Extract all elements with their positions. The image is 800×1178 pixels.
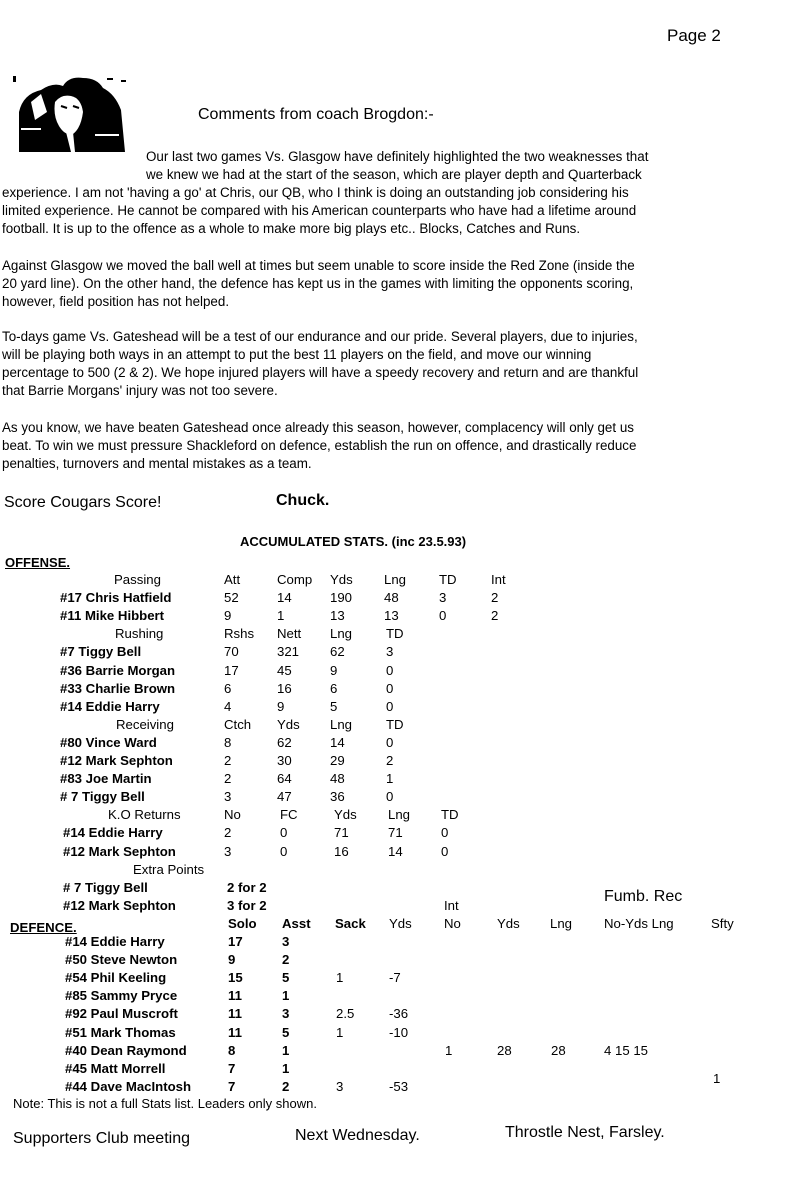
stat-value: 2 — [491, 590, 499, 606]
stat-value: 62 — [330, 644, 345, 660]
stat-value: 71 — [334, 825, 349, 841]
column-header: Yds — [277, 716, 300, 732]
stat-value: 2 — [224, 753, 232, 768]
table-row — [0, 844, 800, 862]
stat-value: 8 — [228, 1042, 236, 1058]
footer-when: Next Wednesday. — [295, 1127, 420, 1144]
table-row — [0, 1043, 800, 1061]
stat-value: 14 — [330, 734, 345, 750]
stat-value: 0 — [441, 825, 449, 841]
table-row — [0, 735, 800, 753]
stat-value: 5 — [330, 698, 338, 714]
defence-header-row — [0, 916, 800, 934]
table-row — [0, 1070, 800, 1097]
ko-returns-header-row — [0, 807, 800, 825]
stat-value: 1 — [386, 771, 394, 787]
column-header: Rshs — [224, 626, 255, 642]
int-group-header: Int — [444, 897, 459, 913]
column-header: TD — [386, 716, 404, 732]
stat-value: 11 — [228, 1006, 242, 1022]
footer-meeting: Supporters Club meeting — [13, 1130, 190, 1147]
column-header: TD — [441, 807, 459, 823]
stat-value: 1 — [336, 970, 344, 986]
stat-value: 15 — [228, 970, 243, 986]
player-name: #45 Matt Morrell — [65, 1060, 166, 1076]
stat-value: 36 — [330, 789, 345, 805]
stat-value: 0 — [439, 608, 447, 624]
column-header: FC — [280, 807, 298, 823]
stat-value: 0 — [280, 825, 288, 841]
stat-value: 6 — [330, 680, 338, 696]
stat-value: 3 — [439, 590, 447, 606]
stat-value: 2 for 2 — [227, 879, 267, 895]
player-name: #36 Barrie Morgan — [60, 662, 176, 678]
column-header: Int — [491, 572, 506, 587]
receiving-header-row — [0, 717, 800, 735]
table-row — [0, 771, 800, 789]
stat-value: 1 — [282, 988, 290, 1004]
stat-value: 70 — [224, 644, 239, 660]
stat-value: 47 — [277, 789, 292, 805]
stat-value: 0 — [386, 662, 394, 678]
player-name: #12 Mark Sephton — [60, 753, 173, 768]
stat-value: 2 — [224, 825, 232, 841]
player-name: #7 Tiggy Bell — [60, 644, 142, 660]
table-row — [0, 970, 800, 988]
table-row — [0, 1061, 800, 1079]
paragraph-line: Our last two games Vs. Glasgow have definitely highlighted the two weaknesses that — [146, 149, 649, 164]
slogan: Score Cougars Score! — [4, 494, 162, 511]
player-name: #14 Eddie Harry — [63, 825, 163, 841]
table-row — [0, 825, 800, 843]
column-header: No — [444, 915, 461, 931]
stat-value: 0 — [386, 698, 394, 714]
stat-value: 3 — [282, 1006, 290, 1022]
table-row — [0, 753, 800, 771]
stat-value: 1 — [336, 1024, 344, 1040]
stat-value: 45 — [277, 662, 292, 678]
column-header: No-Yds Lng — [604, 915, 674, 931]
paragraph-line: limited experience. He cannot be compared with his American counterparts who have had a lifetime around — [2, 203, 637, 218]
column-header: Comp — [277, 572, 313, 587]
stat-value: 9 — [330, 662, 338, 678]
stat-value: -7 — [389, 970, 401, 986]
stat-value: 13 — [330, 608, 345, 624]
ko-returns-label: K.O Returns — [108, 807, 181, 823]
column-header: No — [224, 807, 241, 823]
passing-header-row — [0, 572, 800, 590]
coach-photo-image — [11, 72, 133, 152]
player-name: #17 Chris Hatfield — [60, 590, 172, 606]
column-header: Nett — [277, 626, 302, 642]
stat-value: 1 — [445, 1042, 453, 1058]
signature: Chuck. — [276, 492, 330, 509]
coach-photo — [11, 72, 133, 152]
stat-value: 14 — [277, 590, 292, 606]
offense-section-label: OFFENSE. — [5, 555, 71, 570]
table-row — [0, 952, 800, 970]
column-header: Ctch — [224, 716, 252, 732]
table-row — [0, 608, 800, 626]
stat-value: 11 — [228, 1024, 242, 1040]
stat-value: 190 — [330, 590, 353, 606]
stat-value: 1 — [282, 1042, 290, 1058]
player-name: #51 Mark Thomas — [65, 1024, 176, 1040]
paragraph-line: penalties, turnovers and mental mistakes as a team. — [2, 456, 312, 471]
stat-value: -53 — [389, 1078, 409, 1094]
stat-value: 5 — [282, 970, 290, 986]
paragraph-line: we knew we had at the start of the season, which are player depth and Quarterback — [146, 167, 642, 182]
stat-value: 62 — [277, 734, 292, 750]
paragraph-line: percentage to 500 (2 & 2). We hope injured players will have a speedy recovery and return and are thankful — [2, 365, 639, 380]
paragraph-line: experience. I am not 'having a go' at Chris, our QB, who I think is doing an outstanding job considering his — [2, 185, 629, 200]
column-header: Lng — [388, 807, 411, 823]
column-header: Yds — [389, 915, 412, 931]
stat-value: 5 — [282, 1024, 290, 1040]
table-row — [0, 681, 800, 699]
player-name: # 7 Tiggy Bell — [60, 789, 145, 805]
player-name: #12 Mark Sephton — [63, 897, 176, 913]
player-name: #14 Eddie Harry — [65, 934, 165, 949]
stat-value: 3 — [282, 934, 290, 949]
column-header: Solo — [228, 915, 257, 931]
stats-title: ACCUMULATED STATS. (inc 23.5.93) — [240, 534, 467, 549]
coach-comments-heading: Comments from coach Brogdon:- — [198, 106, 434, 123]
stat-value: 2 — [386, 753, 394, 768]
player-name: #92 Paul Muscroft — [65, 1006, 178, 1022]
table-row — [0, 1006, 800, 1024]
column-header: Lng — [330, 626, 353, 642]
stat-value: 28 — [497, 1042, 512, 1058]
table-row — [0, 934, 800, 952]
paragraph-line: football. It is up to the offence as a whole to make more big plays etc.. Blocks, Catches and Runs. — [2, 221, 581, 236]
stat-value: 1 — [713, 1070, 721, 1086]
stat-value: 7 — [228, 1078, 236, 1094]
stat-value: 9 — [224, 608, 232, 624]
table-row — [0, 663, 800, 681]
table-row — [0, 699, 800, 717]
stat-value: 52 — [224, 590, 239, 606]
column-header: Att — [224, 572, 241, 587]
column-header: TD — [386, 626, 404, 642]
paragraph-line: however, field position has not helped. — [2, 294, 230, 309]
rushing-header-row — [0, 626, 800, 644]
stat-value: 71 — [388, 825, 403, 841]
stat-value: 4 — [224, 698, 232, 714]
extra-points-header-row — [0, 862, 800, 880]
stat-value: 16 — [277, 680, 292, 696]
table-row — [0, 988, 800, 1006]
stat-value: -10 — [389, 1024, 409, 1040]
stat-value: 0 — [280, 843, 288, 859]
paragraph-line: Against Glasgow we moved the ball well at times but seem unable to score inside the Red Zone (inside the — [2, 258, 635, 273]
column-header: TD — [439, 572, 457, 587]
column-header: Lng — [330, 716, 353, 732]
player-name: #80 Vince Ward — [60, 734, 157, 750]
table-row — [0, 644, 800, 662]
player-name: #54 Phil Keeling — [65, 970, 167, 986]
stat-value: 11 — [228, 988, 242, 1004]
stat-value: 30 — [277, 753, 292, 768]
stat-value: 29 — [330, 753, 345, 768]
table-row — [0, 789, 800, 807]
stat-value: 0 — [386, 789, 394, 805]
stat-value: 0 — [441, 843, 449, 859]
stat-value: 9 — [277, 698, 285, 714]
stat-value: 3 — [224, 789, 232, 805]
passing-label: Passing — [114, 572, 161, 587]
stat-value: 2 — [491, 608, 499, 624]
column-header: Sfty — [711, 915, 734, 931]
player-name: #44 Dave MacIntosh — [65, 1078, 192, 1094]
column-header: Lng — [384, 572, 407, 587]
player-name: #11 Mike Hibbert — [60, 608, 165, 624]
page-number: Page 2 — [667, 26, 721, 45]
stat-value: 14 — [388, 843, 403, 859]
stat-value: 0 — [386, 680, 394, 696]
rushing-label: Rushing — [115, 626, 164, 642]
paragraph-line: will be playing both ways in an attempt to put the best 11 players on the field, and move our winning — [2, 347, 592, 362]
player-name: #83 Joe Martin — [60, 771, 152, 787]
stat-value: 8 — [224, 734, 232, 750]
column-header: Yds — [497, 915, 520, 931]
paragraph-line: that Barrie Morgans' injury was not too severe. — [2, 383, 278, 398]
extra-points-label: Extra Points — [133, 861, 205, 877]
player-name: #33 Charlie Brown — [60, 680, 176, 696]
stat-value: 17 — [228, 934, 243, 949]
stat-value: 2.5 — [336, 1006, 355, 1022]
stat-value: 4 15 15 — [604, 1042, 648, 1058]
stat-value: 3 — [386, 644, 394, 660]
stat-value: 7 — [228, 1060, 236, 1076]
player-name: # 7 Tiggy Bell — [63, 879, 148, 895]
stat-value: 28 — [551, 1042, 566, 1058]
player-name: #40 Dean Raymond — [65, 1042, 187, 1058]
stat-value: 48 — [384, 590, 399, 606]
stat-value: 2 — [282, 1078, 290, 1094]
fumble-group-header: Fumb. Rec — [604, 887, 683, 905]
stat-value: 0 — [386, 734, 394, 750]
column-header: Asst — [282, 915, 311, 931]
stat-value: 1 — [282, 1060, 290, 1076]
column-header: Yds — [334, 807, 357, 823]
stat-value: 17 — [224, 662, 239, 678]
paragraph-line: 20 yard line). On the other hand, the defence has kept us in the games with limiting the opponents scoring, — [2, 276, 634, 291]
player-name: #14 Eddie Harry — [60, 698, 160, 714]
footer-where: Throstle Nest, Farsley. — [505, 1124, 665, 1141]
stat-value: 1 — [277, 608, 285, 624]
receiving-label: Receiving — [116, 716, 174, 732]
stat-value: 6 — [224, 680, 232, 696]
stat-value: -36 — [389, 1006, 409, 1022]
defence-section-label: DEFENCE. — [10, 919, 77, 935]
stat-value: 2 — [282, 952, 290, 968]
paragraph-line: To-days game Vs. Gateshead will be a test of our endurance and our pride. Several players, due to injuries, — [2, 329, 638, 344]
stat-value: 9 — [228, 952, 236, 968]
stats-note: Note: This is not a full Stats list. Leaders only shown. — [13, 1096, 317, 1111]
table-row — [0, 590, 800, 608]
player-name: #50 Steve Newton — [65, 952, 178, 968]
column-header: Lng — [550, 915, 573, 931]
paragraph-line: beat. To win we must pressure Shackleford on defence, establish the run on offence, and drastically reduce — [2, 438, 637, 453]
column-header: Sack — [335, 915, 366, 931]
stat-value: 13 — [384, 608, 399, 624]
player-name: #12 Mark Sephton — [63, 843, 176, 859]
stat-value: 3 for 2 — [227, 897, 267, 913]
stat-value: 48 — [330, 771, 345, 787]
stat-value: 3 — [336, 1078, 344, 1094]
stat-value: 64 — [277, 771, 292, 787]
stat-value: 16 — [334, 843, 349, 859]
stat-value: 3 — [224, 843, 232, 859]
stat-value: 321 — [277, 644, 300, 660]
stat-value: 2 — [224, 771, 232, 787]
player-name: #85 Sammy Pryce — [65, 988, 178, 1004]
table-row — [0, 1025, 800, 1043]
column-header: Yds — [330, 572, 353, 587]
paragraph-line: As you know, we have beaten Gateshead once already this season, however, complacency will only get us — [2, 420, 634, 435]
